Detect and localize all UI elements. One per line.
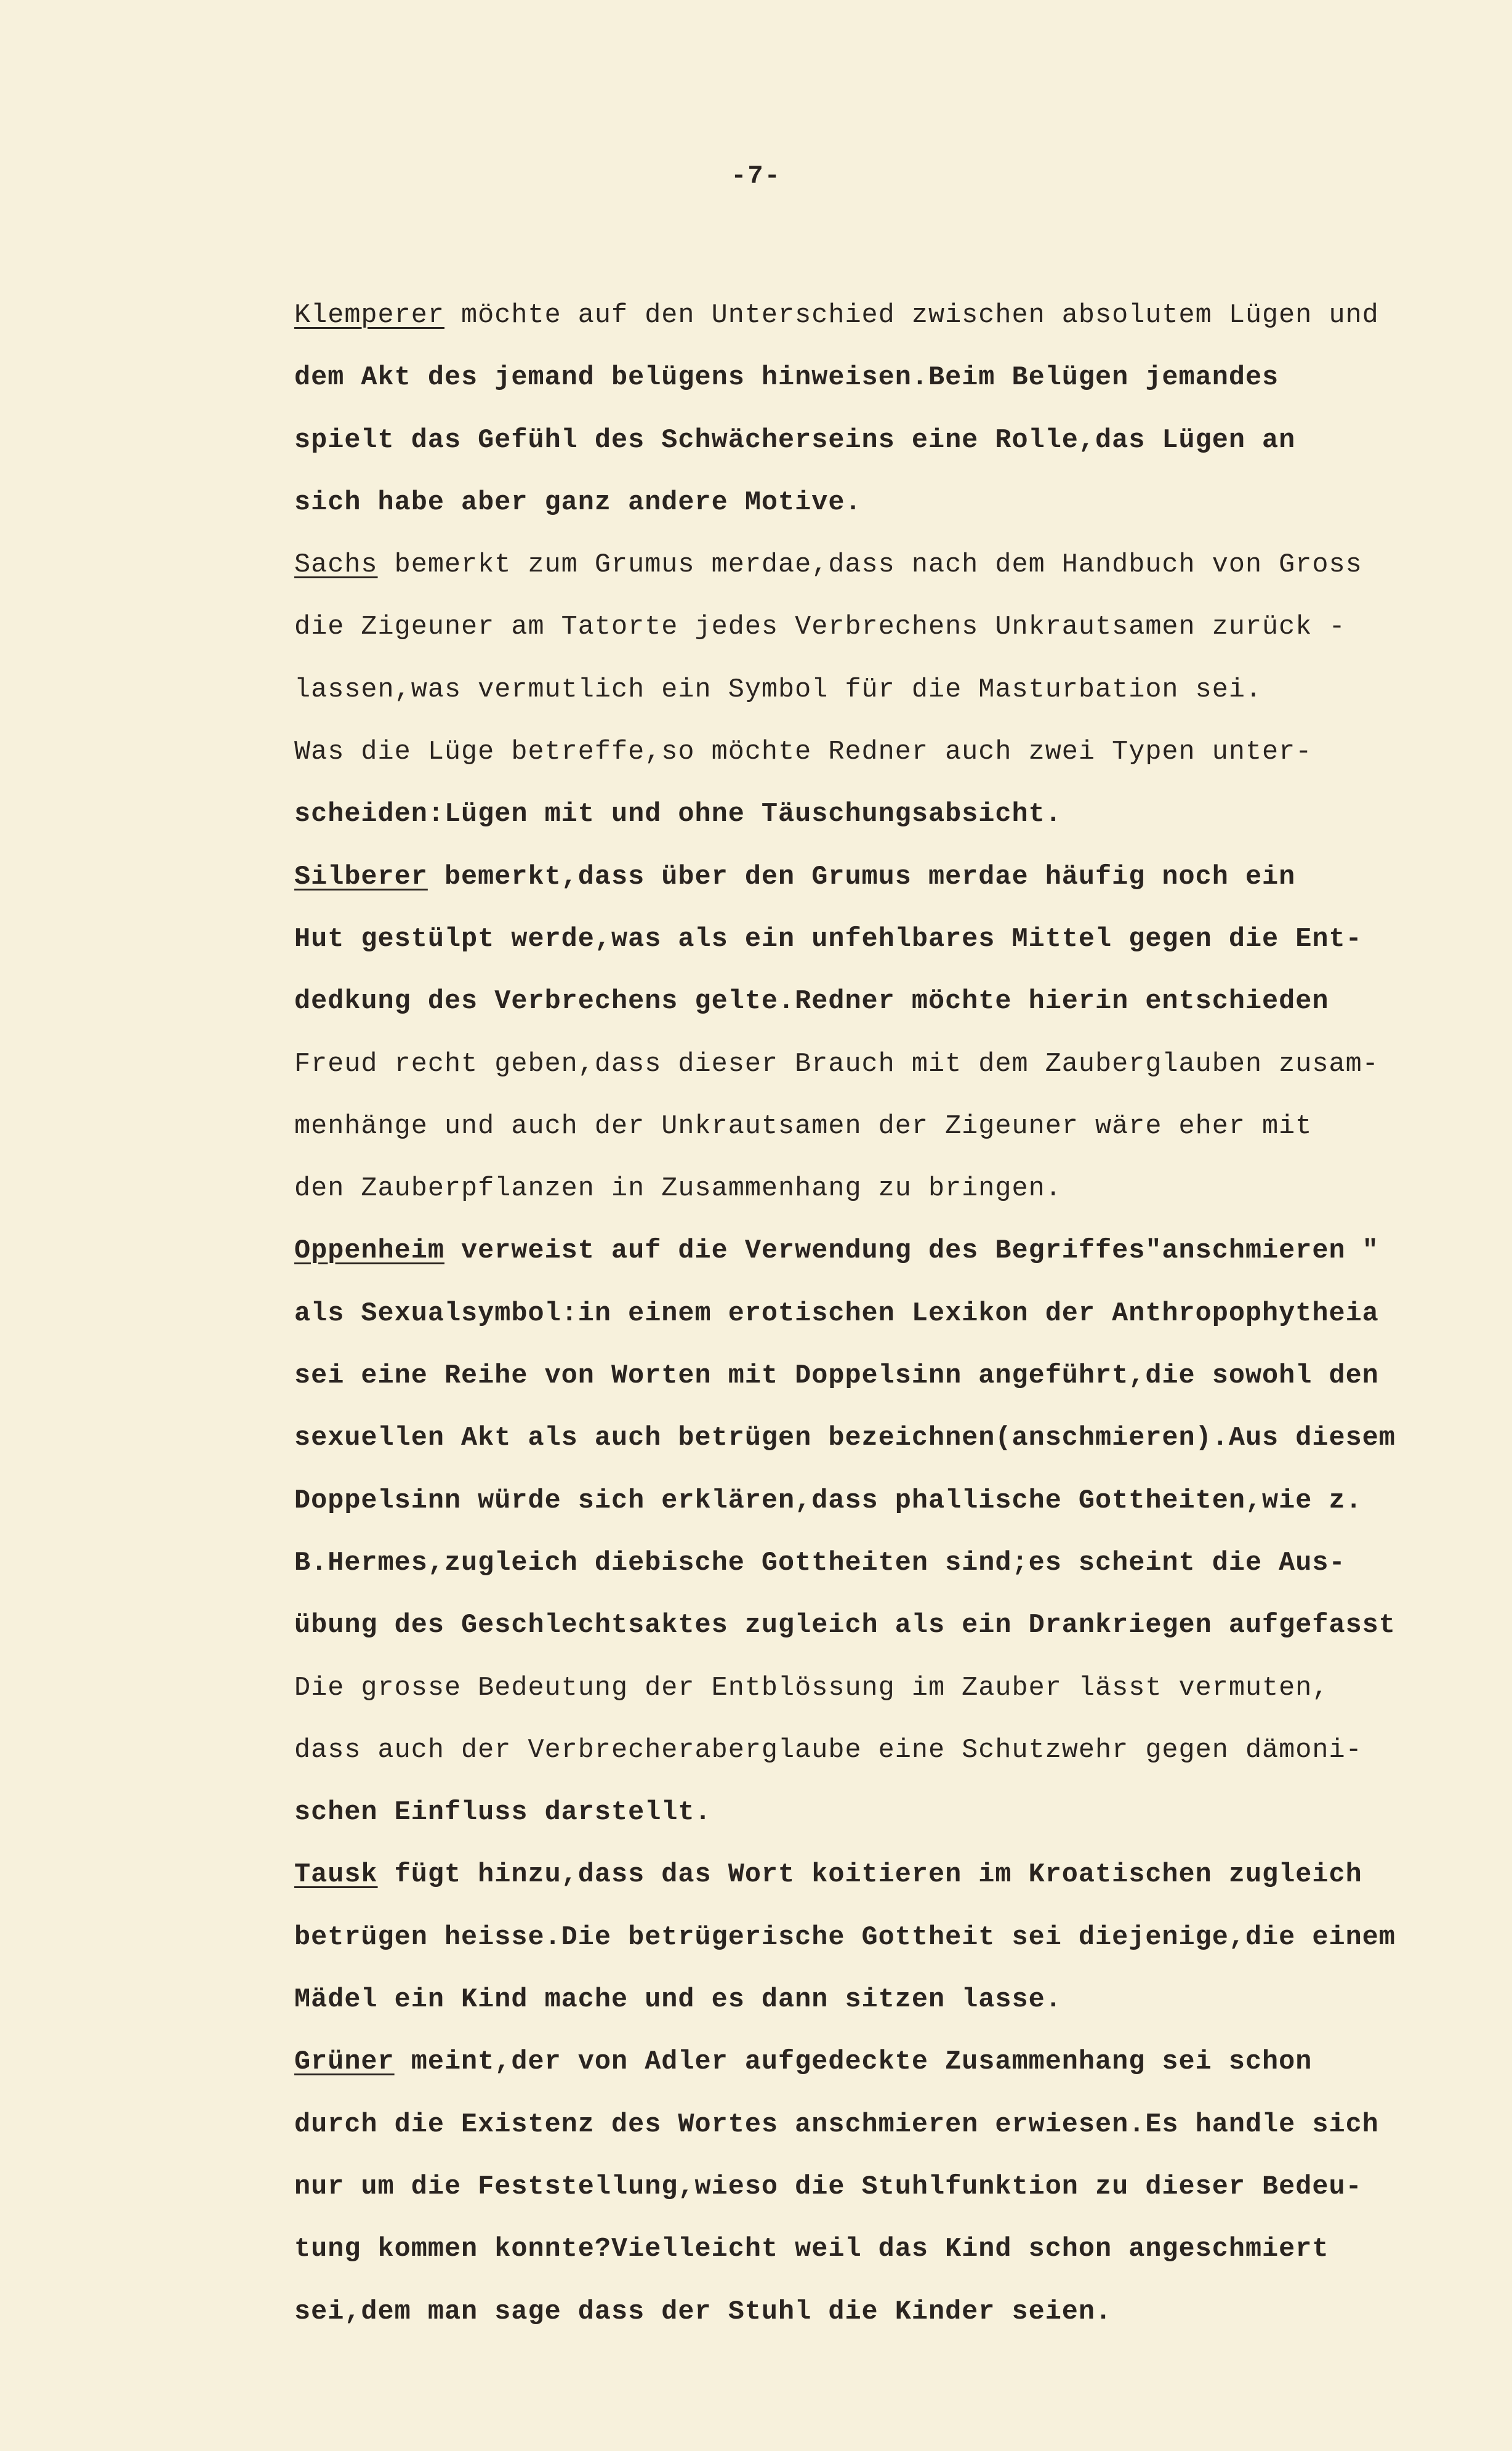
text-line: [294, 347, 1512, 409]
line-text: die Zigeuner am Tatorte jedes Verbrechens Unkrautsamen zurück -: [294, 612, 1346, 643]
line-text: Mädel ein Kind mache und es dann sitzen lasse.: [294, 1985, 1062, 2016]
speaker-name: Klemperer: [294, 301, 444, 331]
text-line: [294, 1969, 1512, 2031]
text-line: [294, 472, 1512, 534]
text-line: [294, 534, 1512, 596]
line-text: schen Einfluss darstellt.: [294, 1798, 712, 1828]
body-text: [294, 285, 1512, 2343]
line-text: tung kommen konnte?Vielleicht weil das Kind schon angeschmiert: [294, 2234, 1329, 2265]
text-line: [294, 2281, 1512, 2343]
speaker-name: Grüner: [294, 2047, 395, 2078]
text-line: [294, 1158, 1512, 1220]
line-text: lassen,was vermutlich ein Symbol für die Masturbation sei.: [294, 674, 1263, 705]
text-line: [294, 410, 1512, 472]
line-text: bemerkt,dass über den Grumus merdae häufig noch ein: [427, 862, 1296, 892]
speaker-name: Sachs: [294, 550, 378, 581]
text-line: [294, 2031, 1512, 2093]
line-text: fügt hinzu,dass das Wort koitieren im Kroatischen zugleich: [377, 1860, 1362, 1891]
text-line: [294, 908, 1512, 971]
line-text: als Sexualsymbol:in einem erotischen Lexikon der Anthropophytheia: [294, 1298, 1379, 1329]
text-line: [294, 2094, 1512, 2156]
text-line: [294, 1283, 1512, 1345]
line-text: nur um die Feststellung,wieso die Stuhlfunktion zu dieser Bedeu-: [294, 2171, 1362, 2202]
line-text: menhänge und auch der Unkrautsamen der Zigeuner wäre eher mit: [294, 1111, 1313, 1142]
text-line: [294, 2156, 1512, 2218]
speaker-name: Oppenheim: [294, 1236, 444, 1267]
line-text: spielt das Gefühl des Schwächerseins eine Rolle,das Lügen an: [294, 425, 1296, 456]
line-text: Hut gestülpt werde,was als ein unfehlbares Mittel gegen die Ent-: [294, 924, 1362, 955]
line-text: Was die Lüge betreffe,so möchte Redner auch zwei Typen unter-: [294, 737, 1313, 768]
line-text: betrügen heisse.Die betrügerische Gottheit sei diejenige,die einem: [294, 1922, 1396, 1953]
text-line: [294, 846, 1512, 908]
text-line: [294, 659, 1512, 721]
text-line: [294, 1096, 1512, 1158]
text-line: [294, 1594, 1512, 1657]
text-line: [294, 1907, 1512, 1969]
text-line: [294, 285, 1512, 347]
line-text: übung des Geschlechtsaktes zugleich als ein Drankriegen aufgefasst: [294, 1610, 1396, 1641]
text-line: [294, 1033, 1512, 1096]
line-text: verweist auf die Verwendung des Begriffes"anschmieren ": [444, 1236, 1379, 1267]
line-text: Doppelsinn würde sich erklären,dass phallische Gottheiten,wie z.: [294, 1485, 1362, 1516]
text-line: [294, 1470, 1512, 1532]
text-line: [294, 1719, 1512, 1782]
line-text: sich habe aber ganz andere Motive.: [294, 487, 862, 518]
line-text: den Zauberpflanzen in Zusammenhang zu bringen.: [294, 1174, 1062, 1205]
page-number: -7-: [731, 161, 781, 191]
line-text: dem Akt des jemand belügens hinweisen.Beim Belügen jemandes: [294, 363, 1279, 394]
line-text: durch die Existenz des Wortes anschmieren erwiesen.Es handle sich: [294, 2109, 1379, 2140]
line-text: sei eine Reihe von Worten mit Doppelsinn angeführt,die sowohl den: [294, 1361, 1379, 1392]
line-text: scheiden:Lügen mit und ohne Täuschungsabsicht.: [294, 799, 1062, 830]
speaker-name: Silberer: [294, 862, 428, 892]
line-text: dass auch der Verbrecheraberglaube eine Schutzwehr gegen dämoni-: [294, 1735, 1362, 1766]
line-text: sei,dem man sage dass der Stuhl die Kinder seien.: [294, 2296, 1112, 2327]
line-text: sexuellen Akt als auch betrügen bezeichnen(anschmieren).Aus diesem: [294, 1423, 1396, 1454]
text-line: [294, 721, 1512, 783]
line-text: Freud recht geben,dass dieser Brauch mit dem Zauberglauben zusam-: [294, 1049, 1379, 1080]
line-text: B.Hermes,zugleich diebische Gottheiten sind;es scheint die Aus-: [294, 1548, 1346, 1578]
speaker-name: Tausk: [294, 1860, 378, 1891]
text-line: [294, 1844, 1512, 1906]
line-text: dedkung des Verbrechens gelte.Redner möchte hierin entschieden: [294, 987, 1329, 1017]
text-line: [294, 1657, 1512, 1719]
line-text: Die grosse Bedeutung der Entblössung im Zauber lässt vermuten,: [294, 1673, 1329, 1703]
line-text: möchte auf den Unterschied zwischen absolutem Lügen und: [444, 301, 1379, 331]
text-line: [294, 1345, 1512, 1407]
text-line: [294, 1782, 1512, 1844]
text-line: [294, 2218, 1512, 2280]
text-line: [294, 596, 1512, 658]
line-text: bemerkt zum Grumus merdae,dass nach dem Handbuch von Gross: [377, 550, 1362, 581]
text-line: [294, 971, 1512, 1033]
text-line: [294, 1407, 1512, 1469]
line-text: meint,der von Adler aufgedeckte Zusammenhang sei schon: [394, 2047, 1313, 2078]
text-line: [294, 1532, 1512, 1594]
text-line: [294, 1220, 1512, 1282]
text-line: [294, 783, 1512, 846]
